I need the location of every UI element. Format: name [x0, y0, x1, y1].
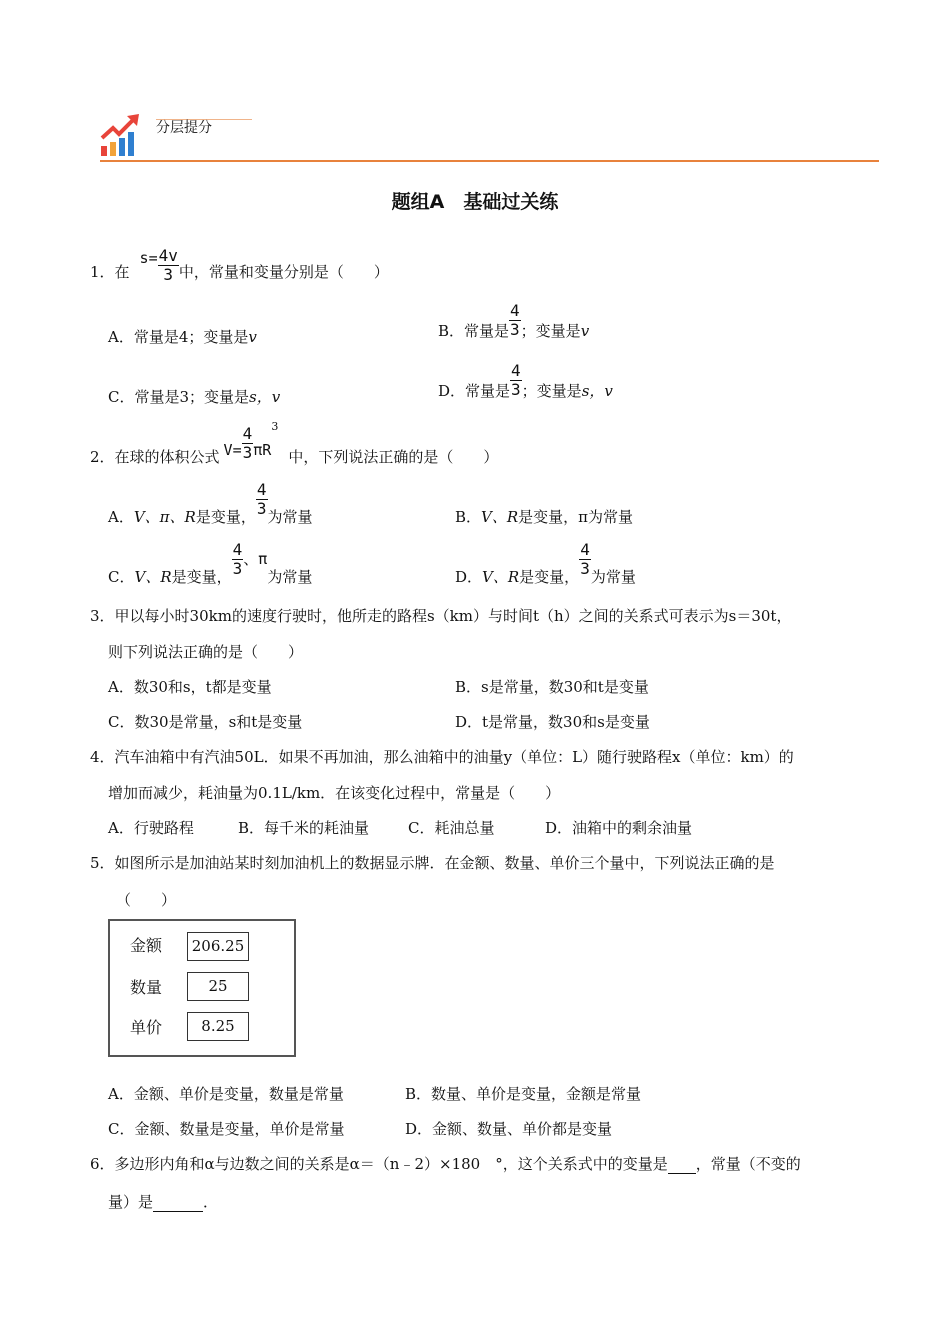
q4-option-d[interactable]: D．油箱中的剩余油量 [545, 819, 693, 837]
q5-option-b[interactable]: B．数量、单价是变量，金额是常量 [405, 1085, 642, 1103]
q4-option-b[interactable]: B．每千米的耗油量 [238, 819, 370, 837]
quantity-value: 25 [187, 972, 249, 1001]
q5-option-d[interactable]: D．金额、数量、单价都是变量 [405, 1120, 613, 1138]
question-5-line-1: 5．如图所示是加油站某时刻加油机上的数据显示牌．在金额、数量、单价三个量中，下列说法正确的是 [90, 854, 775, 872]
question-5-line-2: （ ） [116, 891, 177, 909]
question-2: 2．在球的体积公式 V= $\frac{4}{3}$ $\pi R^3$中，下列说法正确的是（ ） [90, 420, 499, 466]
q3-option-c[interactable]: C．数30是常量，s和t是变量 [108, 713, 303, 731]
question-3-line-1: 3．甲以每小时30km的速度行驶时，他所走的路程s（km）与时间t（h）之间的关系式可表示为s＝30t， [90, 607, 792, 625]
rising-chart-logo-icon [99, 112, 143, 158]
q5-option-c[interactable]: C．金额、数量是变量，单价是常量 [108, 1120, 345, 1138]
q1-option-c[interactable]: C．常量是3；变量是s，v [108, 388, 281, 406]
q4-option-c[interactable]: C．耗油总量 [408, 819, 495, 837]
price-value: 8.25 [187, 1012, 249, 1041]
amount-label: 金额 [130, 936, 163, 955]
q3-option-a[interactable]: A．数30和s，t都是变量 [108, 678, 272, 696]
q2-option-c[interactable]: C．V、R是变量， $\frac{4}{3}$ 、π为常量 [108, 540, 313, 586]
fuel-pump-display [108, 919, 296, 1057]
answer-blank-variable[interactable] [668, 1155, 696, 1174]
q3-option-d[interactable]: D．t是常量，数30和s是变量 [455, 713, 650, 731]
q1-option-b[interactable]: B．常量是 $\frac{4}{3}$ ；变量是v [438, 301, 590, 340]
quantity-label: 数量 [130, 978, 163, 997]
brand-name: 分层提分 [156, 120, 212, 136]
question-4-line-1: 4．汽车油箱中有汽油50L．如果不再加油，那么油箱中的油量y（单位：L）随行驶路程x（单位：km）的 [90, 748, 794, 766]
question-6-line-1: 6．多边形内角和α与边数之间的关系是α＝（n﹣2）×180 °，这个关系式中的变量是 ，常量（不变的 [90, 1155, 801, 1173]
question-4-line-2: 增加而减少，耗油量为0.1L/km．在该变化过程中，常量是（ ） [108, 784, 561, 802]
header-divider [100, 160, 879, 162]
question-6-line-2: 量）是 ． [108, 1193, 219, 1211]
q2-option-b[interactable]: B．V、R是变量，π为常量 [455, 508, 634, 526]
question-3-line-2: 则下列说法正确的是（ ） [108, 643, 304, 661]
q3-option-b[interactable]: B．s是常量，数30和t是变量 [455, 678, 649, 696]
q1-option-d[interactable]: D．常量是 $\frac{4}{3}$ ；变量是s，v [438, 361, 613, 400]
question-1: 1．在s= $\frac{4v}{3}$ 中，常量和变量分别是（ ） [90, 246, 389, 284]
amount-value: 206.25 [187, 932, 249, 961]
price-label: 单价 [130, 1018, 163, 1037]
q5-option-a[interactable]: A．金额、单价是变量，数量是常量 [108, 1085, 344, 1103]
q1-option-a[interactable]: A．常量是4；变量是v [108, 328, 257, 346]
answer-blank-constant[interactable] [153, 1193, 203, 1212]
q2-option-a[interactable]: A．V、π、R是变量， $\frac{4}{3}$ 为常量 [108, 480, 313, 526]
q4-option-a[interactable]: A．行驶路程 [108, 819, 194, 837]
q2-option-d[interactable]: D．V、R是变量， $\frac{4}{3}$ 为常量 [455, 540, 636, 586]
section-title: 题组A 基础过关练 [391, 191, 559, 213]
